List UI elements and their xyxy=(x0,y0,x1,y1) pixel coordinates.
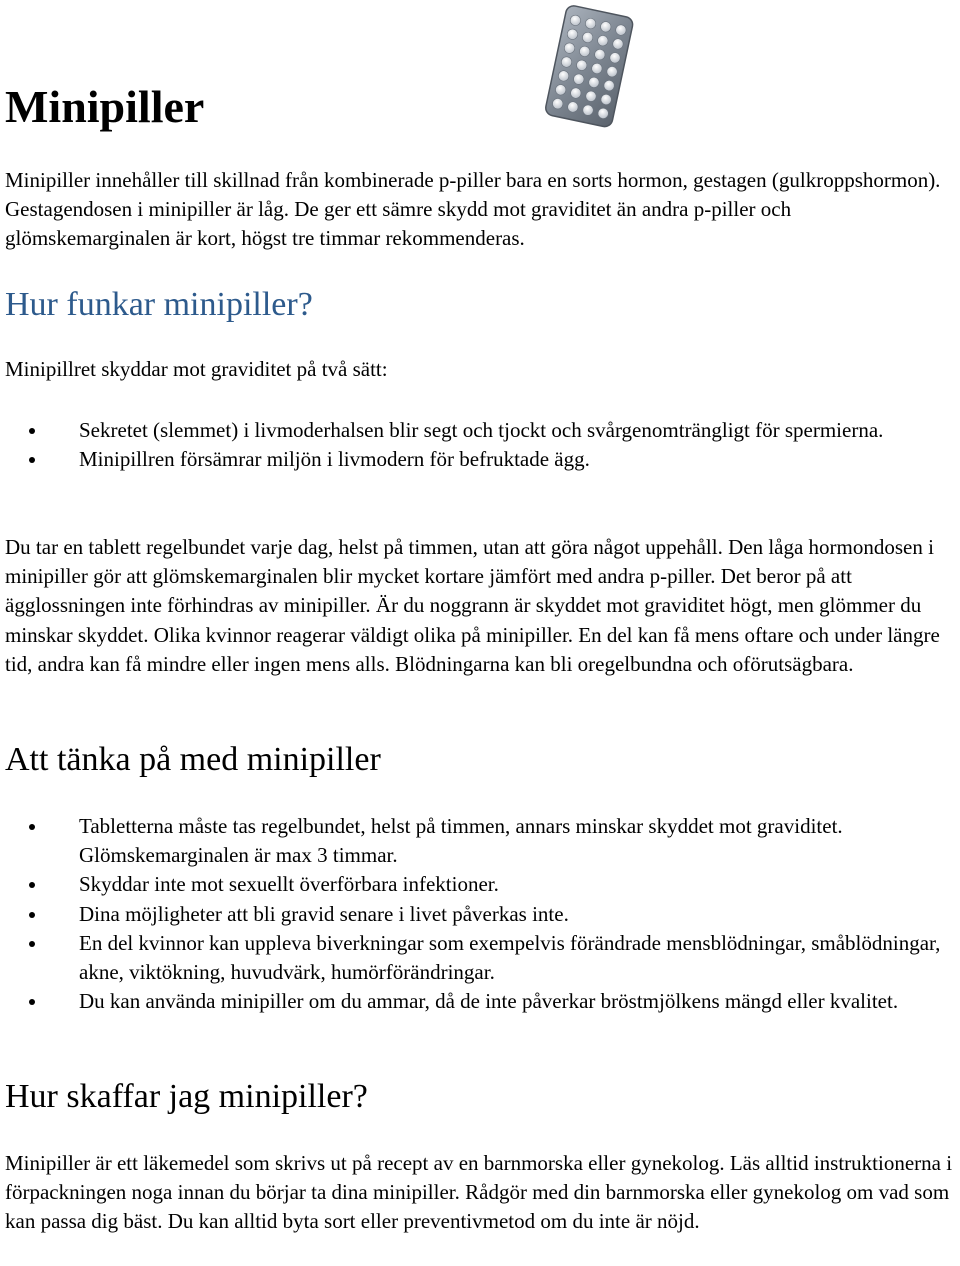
section-heading-things-to-consider: Att tänka på med minipiller xyxy=(5,741,381,778)
list-item: Du kan använda minipiller om du ammar, då de inte påverkar bröstmjölkens mängd eller kvalitet. xyxy=(5,987,960,1016)
intro-paragraph: Minipiller innehåller till skillnad från kombinerade p-piller bara en sorts hormon, gestagen (gulkroppshormon). Gestagendosen i minipiller är låg. De ger ett sämre skydd mot graviditet än andra p-piller och glömskemarginalen är kort, högst tre timmar rekommenderas. xyxy=(5,168,941,251)
usage-paragraph: Du tar en tablett regelbundet varje dag, helst på timmen, utan att göra något uppehåll. Den låga hormondosen i minipiller gör att glömskemarginalen blir mycket kortare jämfört med andra p-piller. Det beror på att ägglossningen inte förhindras av minipiller. Är du noggrann är skyddet mot graviditet högt, men glömmer du minskar skyddet. Olika kvinnor reagerar väldigt olika på minipiller. En del kan få mens oftare och under längre tid, andra kan få mindre eller ingen mens alls. Blödningarna kan bli oregelbundna och oförutsägbara. xyxy=(5,535,940,676)
section-heading-how-it-works: Hur funkar minipiller? xyxy=(5,286,313,323)
list-item: Sekretet (slemmet) i livmoderhalsen blir segt och tjockt och svårgenomträngligt för spermierna. xyxy=(5,416,960,445)
list-item: Dina möjligheter att bli gravid senare i livet påverkas inte. xyxy=(5,900,960,929)
list-item: Skyddar inte mot sexuellt överförbara infektioner. xyxy=(5,870,960,899)
mechanism-list xyxy=(5,416,960,474)
considerations-list xyxy=(5,812,960,1016)
list-item: En del kvinnor kan uppleva biverkningar som exempelvis förändrade mensblödningar, småblödningar, akne, viktökning, huvudvärk, humörförändringar. xyxy=(5,929,960,987)
prescription-paragraph: Minipiller är ett läkemedel som skrivs ut på recept av en barnmorska eller gynekolog. Läs alltid instruktionerna i förpackningen noga innan du börjar ta dina minipiller. Rådgör med din barnmorska eller gynekolog om vad som kan passa dig bäst. Du kan alltid byta sort eller preventivmetod om du inte är nöjd. xyxy=(5,1151,953,1234)
pill-blister-pack-icon xyxy=(533,4,643,130)
list-item: Minipillren försämrar miljön i livmodern för befruktade ägg. xyxy=(5,445,960,474)
page-title: Minipiller xyxy=(5,81,205,132)
section-lead: Minipillret skyddar mot graviditet på två sätt: xyxy=(5,357,388,381)
section-heading-how-to-get: Hur skaffar jag minipiller? xyxy=(5,1078,368,1115)
list-item: Tabletterna måste tas regelbundet, helst på timmen, annars minskar skyddet mot graviditet. Glömskemarginalen är max 3 timmar. xyxy=(5,812,960,870)
